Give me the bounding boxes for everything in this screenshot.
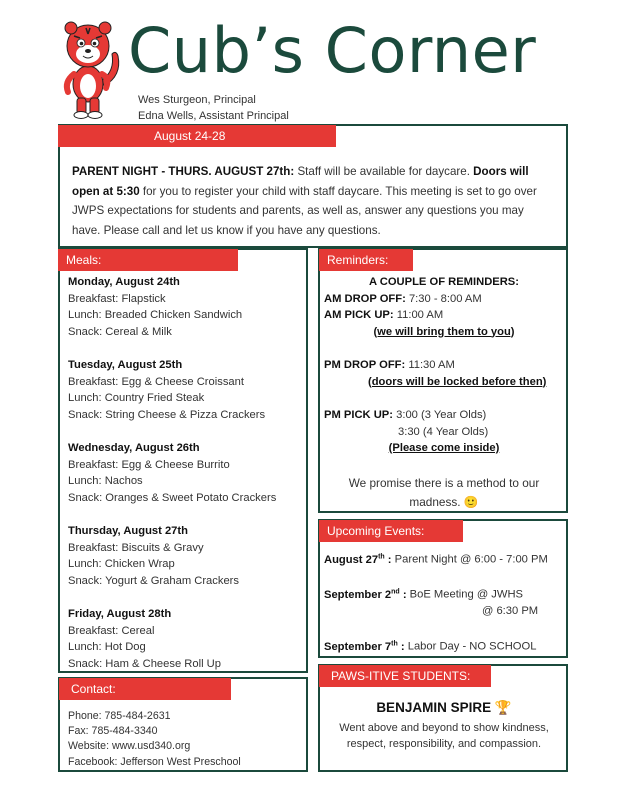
event-text-time: @ 6:30 PM <box>482 605 539 618</box>
meal-snack: Snack: Oranges & Sweet Potato Crackers <box>68 491 277 504</box>
closing-text: We promise there is a method to our madness. <box>348 475 540 509</box>
event-separator: : <box>384 553 395 566</box>
contact-website: Website: www.usd340.org <box>68 740 191 753</box>
meal-day-friday <box>68 606 304 672</box>
meal-snack: Snack: String Cheese & Pizza Crackers <box>68 408 266 421</box>
trophy-icon: 🏆 <box>494 700 512 715</box>
meal-day-wednesday <box>68 440 304 506</box>
meal-snack: Snack: Yogurt & Graham Crackers <box>68 574 239 587</box>
meal-day-label: Wednesday, August 26th <box>68 442 200 454</box>
events-tab: Upcoming Events: <box>319 520 463 542</box>
assistant-principal-name: Edna Wells, Assistant Principal <box>138 110 289 122</box>
meal-day-thursday <box>68 523 304 589</box>
pawsitive-student-name: BENJAMIN SPIRE <box>376 700 492 715</box>
pm-drop-off-label: PM DROP OFF: <box>324 359 406 371</box>
pawsitive-description: Went above and beyond to show kindness, respect, responsibility, and compassion. <box>339 722 549 750</box>
meal-day-label: Monday, August 24th <box>68 276 180 288</box>
am-drop-off-value: 7:30 - 8:00 AM <box>405 292 482 305</box>
meals-tab: Meals: <box>58 249 238 271</box>
meal-breakfast: Breakfast: Cereal <box>68 624 155 637</box>
contact-phone: Phone: 785-484-2631 <box>68 710 171 722</box>
meal-breakfast: Breakfast: Egg & Cheese Burrito <box>68 458 230 471</box>
principal-name: Wes Sturgeon, Principal <box>138 94 256 106</box>
event-item <box>324 584 564 603</box>
pm-pick-up-label: PM PICK UP: <box>324 409 393 421</box>
event-date: September 2 <box>324 588 392 601</box>
meal-breakfast: Breakfast: Flapstick <box>68 292 166 305</box>
pm-pick-up-3yr: 3:00 (3 Year Olds) <box>393 409 487 421</box>
event-text: BoE Meeting @ JWHS <box>409 588 523 601</box>
event-separator: : <box>397 640 408 653</box>
reminders-closing <box>324 474 564 512</box>
meal-day-monday <box>68 274 304 340</box>
reminders-heading: A COUPLE OF REMINDERS: <box>369 276 519 288</box>
contact-fax: Fax: 785-484-3340 <box>68 725 158 738</box>
doors-open-text: Doors will open at 5:30 <box>72 165 529 198</box>
event-text: Labor Day - NO SCHOOL <box>407 640 537 653</box>
tiger-mascot-icon <box>52 16 126 120</box>
meal-lunch: Lunch: Hot Dog <box>68 641 146 653</box>
events-list <box>324 549 564 655</box>
am-drop-off-label: AM DROP OFF: <box>324 292 406 305</box>
pawsitive-content <box>324 700 564 752</box>
reminders-tab: Reminders: <box>319 249 413 271</box>
week-announcement-text <box>72 162 554 240</box>
meeting-details-text: for you to register your child with staff daycare. This meeting is set to go over JWPS expectations for students and parents, as well as, answer any questions you may have. Please call and let us know if you have any questions. <box>72 184 537 237</box>
pm-drop-off-value: 11:30 AM <box>405 359 455 371</box>
pm-drop-off-note: (doors will be locked before then) <box>368 375 547 388</box>
pawsitive-student-name-line <box>324 700 564 716</box>
pm-pick-up-note: (Please come inside) <box>388 442 500 454</box>
contact-tab: Contact: <box>59 678 231 700</box>
event-text: Parent Night @ 6:00 - 7:00 PM <box>394 553 548 566</box>
meal-lunch: Lunch: Country Fried Steak <box>68 392 205 404</box>
event-item <box>324 636 564 655</box>
contact-facebook: Facebook: Jefferson West Preschool <box>68 755 241 768</box>
contact-info <box>68 709 304 770</box>
reminders-content <box>324 274 564 512</box>
event-date: September 7 <box>324 640 392 653</box>
meal-snack: Snack: Ham & Cheese Roll Up <box>68 657 221 670</box>
am-pick-up-note: (we will bring them to you) <box>373 325 515 338</box>
meal-snack: Snack: Cereal & Milk <box>68 325 172 338</box>
event-date-suffix: th <box>378 553 385 560</box>
meal-day-label: Tuesday, August 25th <box>68 359 183 371</box>
event-date-suffix: th <box>391 639 398 647</box>
meals-box <box>58 248 308 673</box>
parent-night-heading: PARENT NIGHT - THURS. AUGUST 27th: <box>72 165 295 178</box>
meal-day-label: Friday, August 28th <box>68 608 172 620</box>
event-item <box>324 549 564 568</box>
event-date: August 27 <box>324 553 379 566</box>
meal-lunch: Lunch: Nachos <box>68 475 143 487</box>
meals-list <box>68 274 304 672</box>
smile-icon: 🙂 <box>463 494 479 509</box>
am-pick-up-value: 11:00 AM <box>393 309 444 321</box>
week-tab: August 24-28 <box>58 125 336 147</box>
page-title: Cub’s Corner <box>128 14 537 87</box>
pm-pick-up-4yr: 3:30 (4 Year Olds) <box>398 425 489 438</box>
meal-lunch: Lunch: Chicken Wrap <box>68 558 175 570</box>
meal-day-label: Thursday, August 27th <box>68 525 188 537</box>
meal-day-tuesday <box>68 357 304 423</box>
pawsitive-tab: PAWS-ITIVE STUDENTS: <box>319 665 491 687</box>
daycare-text: Staff will be available for daycare. <box>294 165 474 178</box>
meal-breakfast: Breakfast: Biscuits & Gravy <box>68 541 204 554</box>
am-pick-up-label: AM PICK UP: <box>324 309 394 321</box>
meal-breakfast: Breakfast: Egg & Cheese Croissant <box>68 375 244 388</box>
meal-lunch: Lunch: Breaded Chicken Sandwich <box>68 309 243 321</box>
reminders-box <box>318 248 568 513</box>
event-separator: : <box>399 588 410 601</box>
event-date-suffix: nd <box>391 588 400 596</box>
